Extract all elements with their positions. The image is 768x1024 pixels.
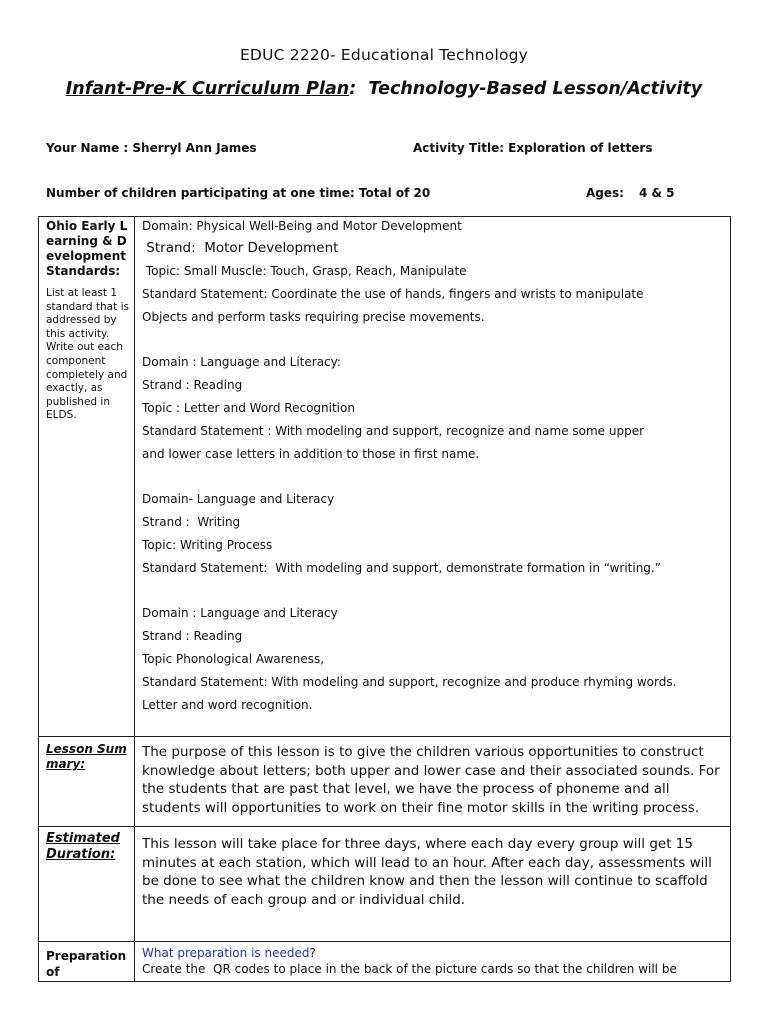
standards-row	[39, 217, 731, 737]
standard-group	[142, 217, 726, 329]
duration-text: This lesson will take place for three days, where each day every group will get 15 minutes at each station, which will lead to an hour. After each day, assessments will be done to see what the children know and then the lesson will continue to scaffold the needs of each group and or individual child.	[142, 835, 712, 908]
plan-title-underlined: Infant-Pre-K Curriculum Plan	[65, 79, 350, 99]
standard-topic: Topic Phonological Awareness,	[142, 652, 325, 666]
lesson-summary-row	[39, 737, 731, 827]
preparation-question-mark: ?	[309, 945, 316, 960]
standards-label: Ohio Early Learning & Development Standards:	[46, 219, 128, 278]
standard-strand: Strand : Reading	[142, 629, 243, 643]
preparation-row	[39, 941, 731, 981]
standards-list	[135, 217, 730, 717]
duration-row	[39, 826, 731, 941]
activity-title: Activity Title: Exploration of letters	[413, 141, 653, 155]
preparation-label-cell	[39, 941, 135, 981]
plan-title	[0, 79, 768, 99]
preparation-label: Preparation of	[46, 948, 127, 979]
standard-domain: Domain: Physical Well-Being and Motor Development	[142, 219, 462, 233]
standard-statement: Standard Statement: With modeling and support, demonstrate formation in “writing.”	[142, 561, 661, 575]
standard-statement: Standard Statement: Coordinate the use of hands, fingers and wrists to manipulate	[142, 287, 644, 301]
standard-group	[142, 602, 726, 717]
standard-statement-continued: and lower case letters in addition to those in first name.	[142, 447, 480, 461]
standard-statement: Standard Statement: With modeling and support, recognize and produce rhyming words.	[142, 675, 677, 689]
preparation-cell	[135, 941, 731, 981]
plan-title-rest: Technology-Based Lesson/Activity	[356, 79, 703, 99]
lesson-summary-cell	[135, 737, 731, 827]
duration-cell	[135, 826, 731, 941]
plan-title-colon: :	[349, 79, 357, 99]
number-of-children: Number of children participating at one time: Total of 20	[46, 186, 431, 200]
lesson-summary-label-cell	[39, 737, 135, 827]
ages-value: 4 & 5	[639, 186, 675, 200]
standard-statement-continued: Letter and word recognition.	[142, 698, 313, 712]
standard-group	[142, 488, 726, 580]
lesson-summary-label: Lesson Summary:	[46, 742, 127, 771]
standard-domain: Domain- Language and Literacy	[142, 492, 335, 506]
standards-help-text: List at least 1 standard that is addressed by this activity. Write out each component completely and exactly, as published in ELDS.	[46, 287, 129, 422]
standard-domain: Domain : Language and Literacy:	[142, 355, 341, 369]
standard-topic: Topic : Letter and Word Recognition	[142, 401, 355, 415]
spacer	[142, 580, 726, 602]
preparation-question-line	[142, 945, 726, 961]
standards-label-cell	[39, 217, 135, 737]
curriculum-table	[38, 216, 731, 982]
spacer	[142, 329, 726, 351]
standard-strand: Strand : Writing	[142, 515, 241, 529]
standard-topic: Topic: Small Muscle: Touch, Grasp, Reach, Manipulate	[142, 264, 467, 278]
your-name: Your Name : Sherryl Ann James	[46, 141, 257, 155]
duration-label-cell	[39, 826, 135, 941]
preparation-content	[135, 942, 730, 977]
spacer	[142, 466, 726, 488]
standard-domain: Domain : Language and Literacy	[142, 606, 338, 620]
lesson-summary-text: The purpose of this lesson is to give the children various opportunities to construct knowledge about letters; both upper and lower case and their associated sounds. For the students that are past that level, we have the process of phoneme and all students will opportunities to work on their fine motor skills in the writing process.	[142, 744, 720, 817]
standard-topic: Topic: Writing Process	[142, 538, 273, 552]
preparation-text: Create the QR codes to place in the back of the picture cards so that the children will be	[142, 961, 677, 976]
ages-label: Ages:	[586, 186, 624, 200]
preparation-question: What preparation is needed	[142, 945, 310, 960]
standard-statement-continued: Objects and perform tasks requiring precise movements.	[142, 310, 485, 324]
course-title: EDUC 2220- Educational Technology	[239, 46, 529, 64]
standard-statement: Standard Statement : With modeling and support, recognize and name some upper	[142, 424, 645, 438]
standards-content-cell	[135, 217, 731, 737]
standard-group	[142, 351, 726, 466]
standard-strand: Strand : Reading	[142, 378, 243, 392]
standard-strand: Strand: Motor Development	[142, 240, 339, 256]
duration-label: Estimated Duration:	[46, 830, 120, 862]
